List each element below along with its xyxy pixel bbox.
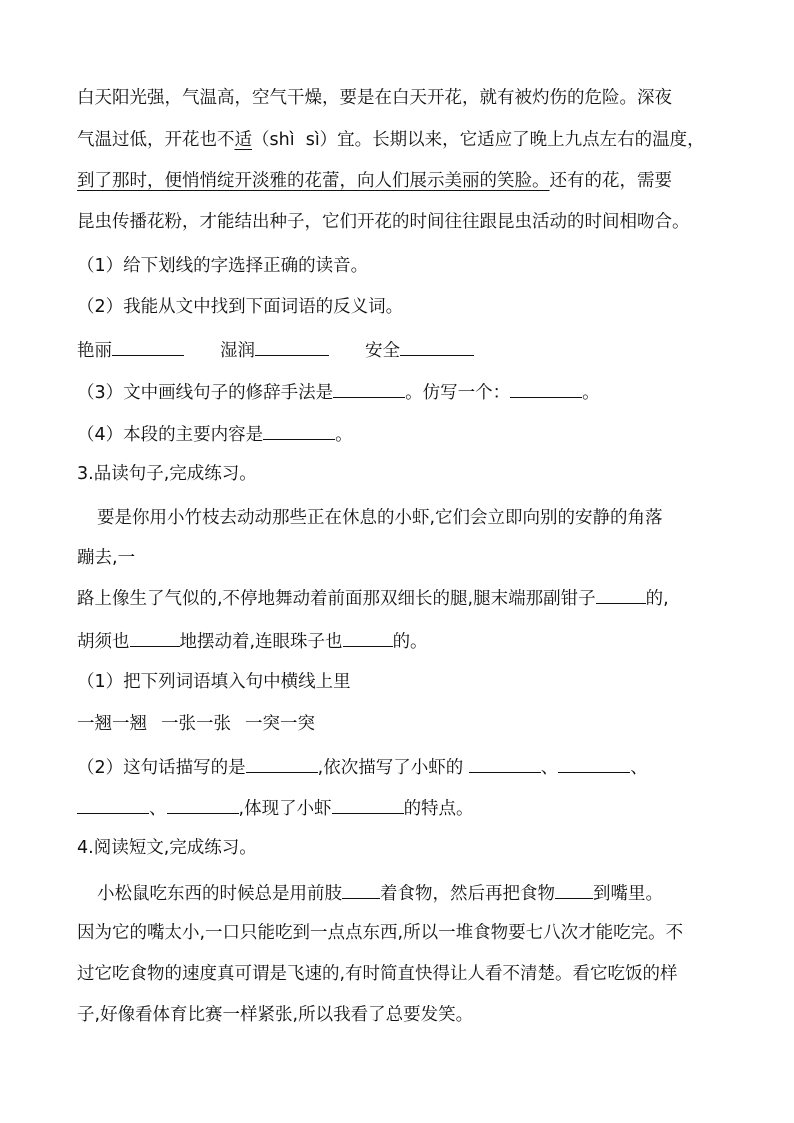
answer-blank[interactable]	[555, 880, 593, 899]
separator: 、	[630, 758, 648, 778]
answer-blank[interactable]	[167, 795, 239, 814]
section-4-passage-line-4: 子,好像看体育比赛一样紧张,所以我看了总要发笑。	[77, 1005, 474, 1025]
section-3-passage-line-1: 要是你用小竹枝去动动那些正在休息的小虾,它们会立即向别的安静的角落	[97, 508, 663, 528]
passage-text: （shì sì）宜。长期以来，它适应了晚上九点左右的温度，	[252, 130, 705, 150]
section-4-title: 4.阅读短文,完成练习。	[77, 838, 257, 858]
answer-blank[interactable]	[332, 795, 404, 814]
passage-text: 的,	[645, 589, 669, 609]
section-3-title: 3.品读句子,完成练习。	[77, 464, 257, 484]
section-4-passage-line-3: 过它吃食物的速度真可谓是飞速的,有时简直快得让人看不清楚。看它吃饭的样	[77, 964, 678, 984]
separator: 、	[540, 758, 559, 778]
passage-text: 着食物，然后再把食物	[380, 884, 555, 904]
underlined-character: 适	[234, 130, 252, 150]
passage-text: 胡须也	[77, 632, 130, 652]
antonym-row	[77, 337, 474, 363]
answer-blank[interactable]	[342, 880, 380, 899]
section-4-passage-line-2: 因为它的嘴太小,一口只能吃到一点点东西,所以一堆食物要七八次才能吃完。不	[77, 923, 684, 943]
question-3-2	[77, 754, 648, 780]
question-text: ,体现了小虾	[238, 799, 332, 819]
antonym-word-3: 安全	[365, 341, 400, 361]
answer-blank[interactable]	[77, 795, 149, 814]
answer-blank[interactable]	[510, 379, 582, 398]
question-text: 。	[335, 425, 353, 445]
passage-text: 还有的花，需要	[549, 171, 672, 191]
word-option: 一翘一翘	[77, 714, 147, 734]
passage-line-1: 白天阳光强，气温高，空气干燥，要是在白天开花，就有被灼伤的危险。深夜	[77, 88, 672, 108]
section-3-passage-line-2: 蹦去,一	[77, 548, 136, 568]
question-text: （2）这句话描写的是	[77, 758, 246, 778]
answer-blank[interactable]	[130, 628, 180, 647]
question-text: 的特点。	[403, 799, 474, 819]
answer-blank[interactable]	[400, 337, 474, 356]
question-text: （4）本段的主要内容是	[77, 425, 264, 445]
answer-blank[interactable]	[558, 754, 630, 773]
question-text: 。	[582, 383, 600, 403]
section-3-passage-line-3	[77, 585, 669, 611]
passage-line-3	[77, 169, 672, 193]
answer-blank[interactable]	[246, 754, 318, 773]
passage-text: 的。	[392, 632, 428, 652]
antonym-word-2: 湿润	[220, 341, 255, 361]
question-3-2-cont	[77, 795, 474, 821]
answer-blank[interactable]	[112, 337, 184, 356]
word-options-row	[77, 712, 315, 736]
passage-line-2	[77, 128, 705, 152]
underlined-sentence: 到了那时，便悄悄绽开淡雅的花蕾，向人们展示美丽的笑脸。	[77, 171, 550, 191]
passage-text: 小松鼠吃东西的时候总是用前肢	[97, 884, 342, 904]
passage-text: 地摆动着,连眼珠子也	[179, 632, 343, 652]
word-option: 一张一张	[161, 714, 231, 734]
section-4-passage-line-1	[97, 880, 663, 906]
answer-blank[interactable]	[255, 337, 329, 356]
question-text: （3）文中画线句子的修辞手法是	[77, 383, 334, 403]
answer-blank[interactable]	[333, 379, 405, 398]
answer-blank[interactable]	[596, 585, 646, 604]
word-option: 一突一突	[245, 714, 315, 734]
passage-line-4: 昆虫传播花粉，才能结出种子，它们开花的时间往往跟昆虫活动的时间相吻合。	[77, 212, 690, 232]
section-3-passage-line-4	[77, 628, 428, 654]
passage-text: 到嘴里。	[593, 884, 663, 904]
separator: 、	[149, 799, 167, 819]
passage-text: 路上像生了气似的,不停地舞动着前面那双细长的腿,腿末端那副钳子	[77, 589, 596, 609]
question-3-1: （1）把下列词语填入句中横线上里	[77, 672, 351, 692]
answer-blank[interactable]	[263, 421, 335, 440]
question-2-1: （1）给下划线的字选择正确的读音。	[77, 256, 369, 276]
answer-blank[interactable]	[469, 754, 541, 773]
passage-text: 气温过低，开花也不	[77, 130, 235, 150]
answer-blank[interactable]	[343, 628, 393, 647]
question-2-2: （2）我能从文中找到下面词语的反义词。	[77, 297, 404, 317]
question-text: 。仿写一个：	[405, 383, 511, 403]
question-text: ,依次描写了小虾的	[317, 758, 469, 778]
question-2-4	[77, 421, 353, 447]
question-2-3	[77, 379, 600, 405]
antonym-word-1: 艳丽	[77, 341, 112, 361]
